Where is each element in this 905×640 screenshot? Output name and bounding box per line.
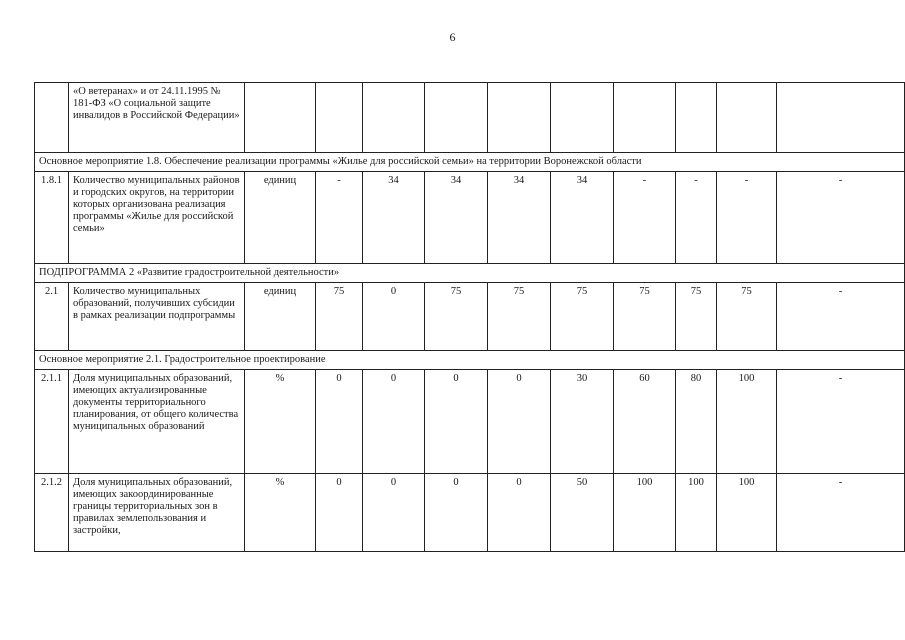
value-cell: 0 [363,370,425,474]
value-cell: - [777,474,905,552]
value-cell: 75 [717,283,777,351]
indicator-cell: «О ветеранах» и от 24.11.1995 № 181-ФЗ «О социальной защите инвалидов в Российской Федерации» [69,83,245,153]
value-cell: 100 [717,474,777,552]
value-cell: 75 [316,283,363,351]
value-cell: - [717,172,777,264]
value-cell: 0 [425,370,488,474]
section-title: Основное мероприятие 1.8. Обеспечение реализации программы «Жилье для российской семьи» на территории Воронежской области [35,153,905,172]
table-row [35,474,905,552]
value-cell [614,83,676,153]
table-row [35,283,905,351]
value-cell: 100 [614,474,676,552]
value-cell: 100 [717,370,777,474]
indicator-cell: Количество муниципальных образований, получивших субсидии в рамках реализации подпрограммы [69,283,245,351]
value-cell: 0 [363,474,425,552]
value-cell [488,83,551,153]
unit-cell: % [245,474,316,552]
value-cell: - [316,172,363,264]
indicator-cell: Доля муниципальных образований, имеющих актуализированные документы территориального планирования, от общего количества муниципальных образований [69,370,245,474]
value-cell [676,83,717,153]
value-cell: 60 [614,370,676,474]
value-cell: 0 [488,474,551,552]
value-cell: - [676,172,717,264]
value-cell: - [777,283,905,351]
row-number: 2.1.1 [35,370,69,474]
value-cell: 75 [425,283,488,351]
section-row [35,153,905,172]
value-cell [316,83,363,153]
unit-cell: единиц [245,283,316,351]
row-number: 2.1.2 [35,474,69,552]
value-cell: 100 [676,474,717,552]
unit-cell: единиц [245,172,316,264]
value-cell: 0 [316,474,363,552]
section-title: Основное мероприятие 2.1. Градостроительное проектирование [35,351,905,370]
section-row [35,351,905,370]
value-cell [425,83,488,153]
table-row [35,370,905,474]
value-cell: 50 [551,474,614,552]
value-cell: 0 [316,370,363,474]
section-row [35,264,905,283]
indicator-cell: Количество муниципальных районов и городских округов, на территории которых организована реализация программы «Жилье для российской семьи» [69,172,245,264]
value-cell: 30 [551,370,614,474]
value-cell: - [777,172,905,264]
page-number: 6 [449,30,456,44]
value-cell [717,83,777,153]
value-cell: 34 [363,172,425,264]
unit-cell: % [245,370,316,474]
row-number: 1.8.1 [35,172,69,264]
value-cell: 0 [363,283,425,351]
value-cell: 80 [676,370,717,474]
value-cell: 75 [676,283,717,351]
num-cell [35,83,69,153]
indicator-cell: Доля муниципальных образований, имеющих закоординированные границы территориальных зон в правилах землепользования и застройки, [69,474,245,552]
table-row [35,172,905,264]
value-cell: - [614,172,676,264]
value-cell [777,83,905,153]
value-cell: 75 [551,283,614,351]
value-cell: 75 [488,283,551,351]
value-cell: 34 [551,172,614,264]
section-title: ПОДПРОГРАММА 2 «Развитие градостроительной деятельности» [35,264,905,283]
value-cell: - [777,370,905,474]
row-number: 2.1 [35,283,69,351]
value-cell [363,83,425,153]
table-row [35,83,905,153]
value-cell: 75 [614,283,676,351]
value-cell: 0 [425,474,488,552]
value-cell: 34 [488,172,551,264]
value-cell: 34 [425,172,488,264]
value-cell: 0 [488,370,551,474]
unit-cell [245,83,316,153]
indicators-table [34,82,905,552]
value-cell [551,83,614,153]
